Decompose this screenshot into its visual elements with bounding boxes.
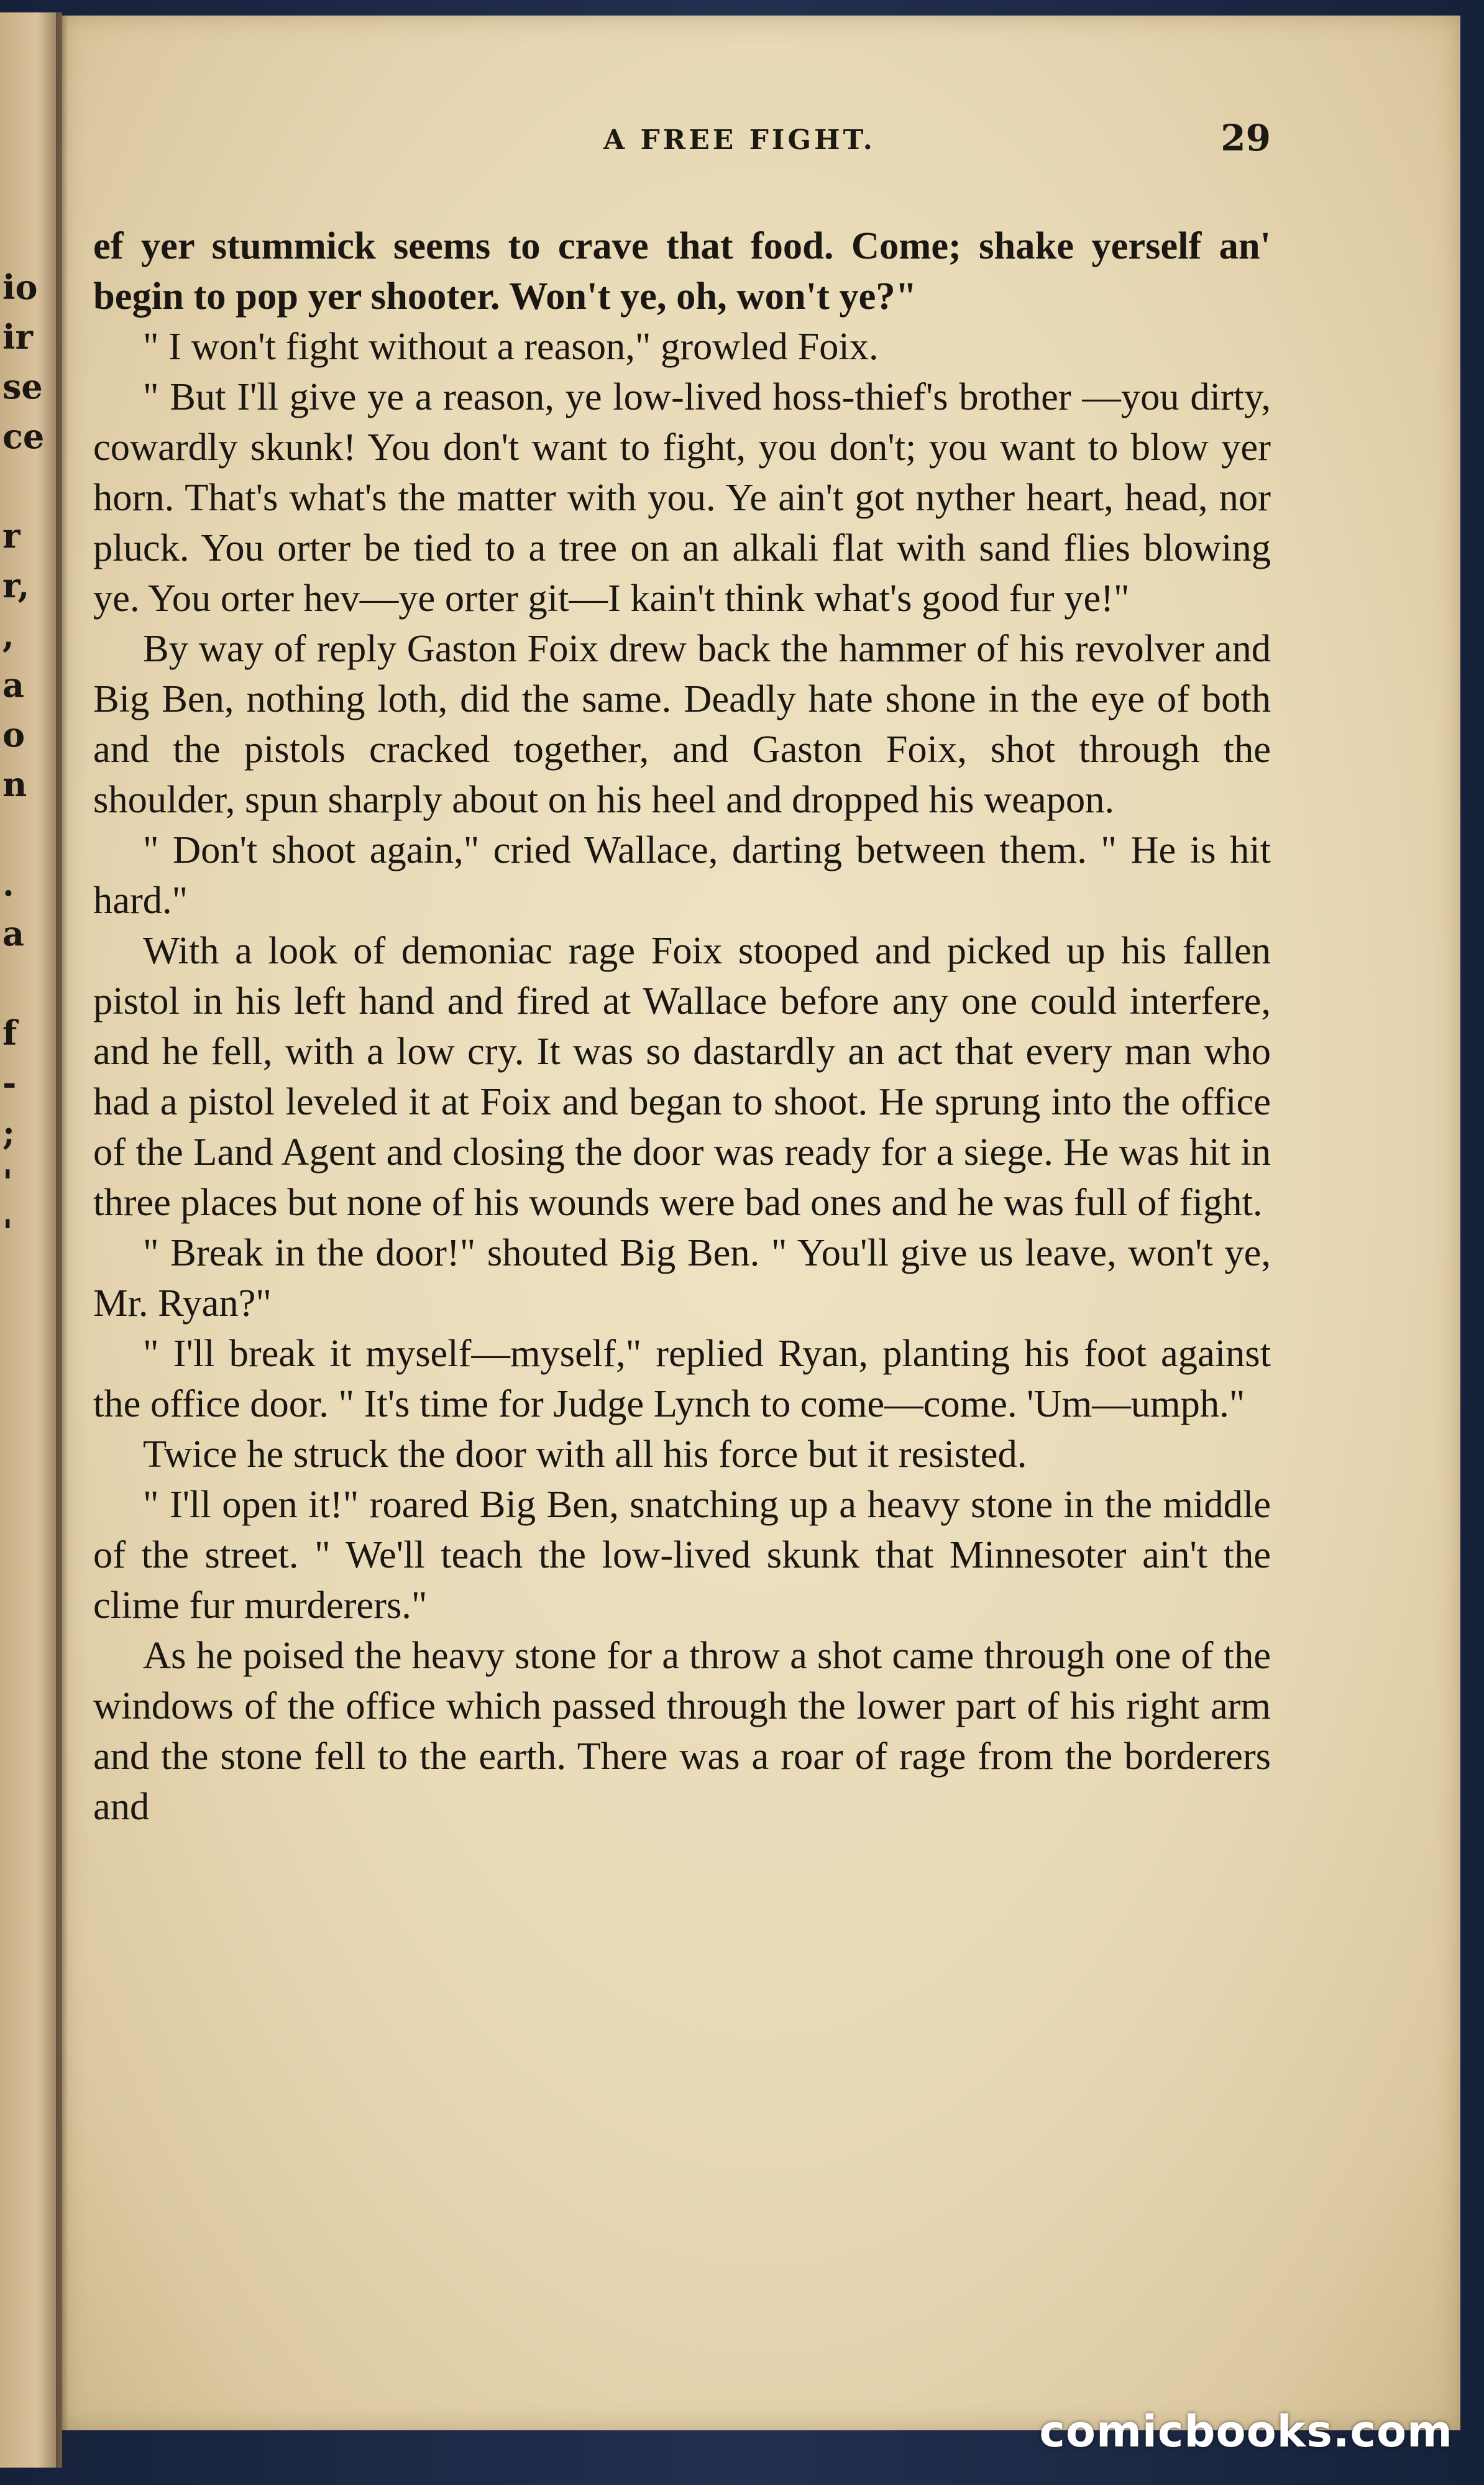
left-page-fragment: o [2,715,25,755]
paragraph: " But I'll give ye a reason, ye low-lived hoss-thief's brother —you dirty, cowardly skunk! You don't want to fight, you don't; you want to blow yer horn. That's what's the matter with you. Ye ain't got nyther heart, head, nor pluck. You orter be tied to a tree on an alkali flat with sand flies blowing ye. You orter hev—ye orter git—I kain't think what's good fur ye!" [93,375,1271,620]
paragraph: " I won't fight without a reason," growled Foix. [143,324,879,368]
left-page-fragment: , [2,615,14,655]
paragraph: As he poised the heavy stone for a throw a shot came through one of the windows of the office which passed through the lower part of his right arm and the stone fell to the earth. There was a roar of rage from the borderers and [93,1633,1271,1828]
paragraph: " Break in the door!" shouted Big Ben. " You'll give us leave, won't ye, Mr. Ryan?" [93,1231,1271,1325]
paragraph: " I'll open it!" roared Big Ben, snatching up a heavy stone in the middle of the street. " We'll teach the low-lived skunk that Minnesoter ain't the clime fur murderers." [93,1482,1271,1627]
left-page-fragment: ' [2,1162,13,1202]
body-text [93,221,1271,1832]
left-page-fragment: r [2,516,21,556]
left-page-fragment: a [2,914,24,953]
paragraph: " I'll break it myself—myself," replied Ryan, planting his foot against the office door. " It's time for Judge Lynch to come—come. 'Um—umph." [93,1331,1271,1425]
paragraph: " Don't shoot again," cried Wallace, darting between them. " He is hit hard." [93,828,1271,922]
paragraph: By way of reply Gaston Foix drew back the hammer of his revolver and Big Ben, nothing loth, did the same. Deadly hate shone in the eye of both and the pistols cracked together, and Gaston Foix, shot through the shoulder, spun sharply about on his heel and dropped his weapon. [93,627,1271,821]
left-page-fragment: ir [2,317,33,357]
left-page-fragment: ' [2,1212,13,1252]
left-page-fragment: . [2,864,14,904]
left-page-fragment: n [2,765,27,804]
left-page-fragment: io [2,267,38,307]
page-number: 29 [1221,117,1271,159]
watermark-logo: comicbooks.com [1039,2406,1453,2457]
paragraph: With a look of demoniac rage Foix stooped and picked up his fallen pistol in his left hand and fired at Wallace before any one could interfere, and he fell, with a low cry. It was so dastardly an act that every man who had a pistol leveled it at Foix and began to shoot. He sprung into the office of the Land Agent and closing the door was ready for a siege. He was hit in three places but none of his wounds were bad ones and he was full of fight. [93,929,1271,1224]
left-page-fragment: - [2,1063,17,1103]
paragraph: ef yer stummick seems to crave that food. Come; shake yerself an' begin to pop yer shooter. Won't ye, oh, won't ye?" [93,224,1271,318]
spine-shadow [56,12,68,2468]
left-page-fragment: f [2,1013,17,1053]
left-page-fragment: ; [2,1113,15,1152]
running-head [62,106,1417,180]
left-page-fragment: ce [2,416,45,456]
paragraph: Twice he struck the door with all his force but it resisted. [143,1432,1027,1476]
left-page-fragment: r, [2,566,30,605]
left-page-edge [0,12,62,2468]
chapter-title: A FREE FIGHT. [603,124,876,156]
left-page-fragment: a [2,665,24,705]
left-page-fragment: se [2,367,43,407]
